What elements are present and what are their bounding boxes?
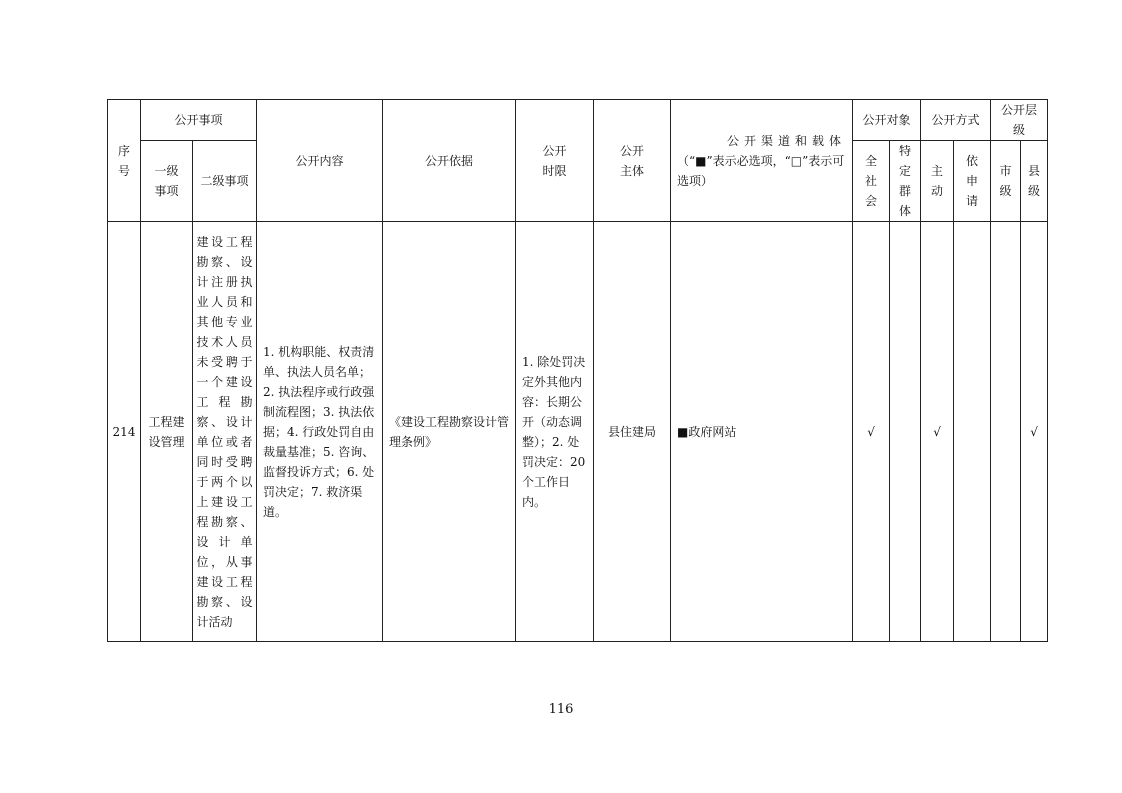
header-channel: [671, 100, 853, 222]
header-method-active: 主动: [921, 141, 954, 222]
header-time-limit: 公开时限: [516, 100, 594, 222]
row-channel: ■政府网站: [671, 222, 853, 642]
header-channel-note: （“■”表示必选项，“□”表示可选项）: [677, 153, 845, 188]
header-subject: 公开主体: [594, 100, 671, 222]
header-method-request: 依申请: [954, 141, 991, 222]
row-method-active: √: [921, 222, 954, 642]
row-level-city: [991, 222, 1021, 642]
page-number: 116: [548, 702, 574, 717]
row-content: 1. 机构职能、权责清单、执法人员名单；2. 执法程序或行政强制流程图；3. 执法依据；4. 行政处罚自由裁量基准；5. 咨询、监督投诉方式；6. 处罚决定；7. 救济渠道。: [257, 222, 383, 642]
header-content: 公开内容: [257, 100, 383, 222]
row-level1: 工程建设管理: [141, 222, 193, 642]
header-level-city: 市级: [991, 141, 1021, 222]
header-method-group: 公开方式: [921, 100, 991, 141]
row-method-request: [954, 222, 991, 642]
row-subject: 县住建局: [594, 222, 671, 642]
header-level-county: 县级: [1021, 141, 1048, 222]
header-target-all: 全社会: [853, 141, 890, 222]
row-seq: 214: [108, 222, 141, 642]
disclosure-table: [107, 99, 1048, 642]
row-target-all: √: [853, 222, 890, 642]
header-level2: 二级事项: [193, 141, 257, 222]
header-items-group: 公开事项: [141, 100, 257, 141]
header-channel-title: 公开渠道和载体: [727, 133, 847, 148]
row-basis: 《建设工程勘察设计管理条例》: [383, 222, 516, 642]
header-target-specific: 特定群体: [890, 141, 921, 222]
row-time-limit: 1. 除处罚决定外其他内容：长期公开（动态调整）；2. 处罚决定：20个工作日内。: [516, 222, 594, 642]
header-level-group: 公开层级: [991, 100, 1048, 141]
row-level2: 建设工程勘察、设计注册执业人员和其他专业技术人员未受聘于一个建设工程勘察、设计单位或者同时受聘于两个以上建设工程勘察、设计单位，从事建设工程勘察、设计活动: [193, 222, 257, 642]
table-row: [108, 222, 1048, 642]
row-level-county: √: [1021, 222, 1048, 642]
header-target-group: 公开对象: [853, 100, 921, 141]
header-level1: 一级事项: [141, 141, 193, 222]
header-basis: 公开依据: [383, 100, 516, 222]
row-target-specific: [890, 222, 921, 642]
header-seq: 序号: [108, 100, 141, 222]
